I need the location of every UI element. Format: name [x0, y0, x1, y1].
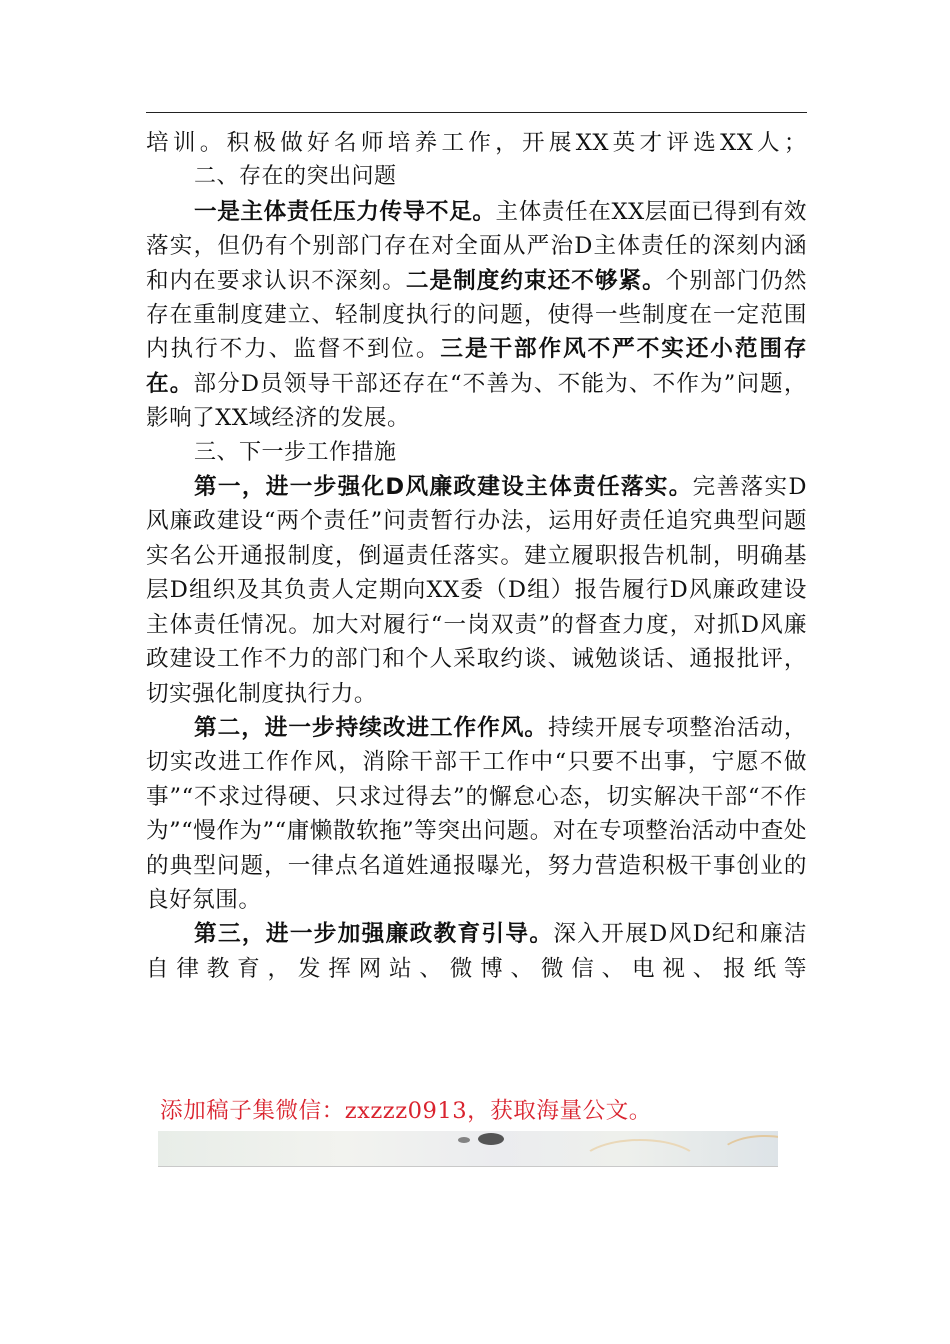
- section-heading-2: 二、存在的突出问题: [194, 164, 397, 190]
- paragraph-measure-1: [146, 470, 807, 711]
- header-rule: [146, 112, 807, 113]
- bold-point-1: 一是主体责任压力传导不足。: [194, 198, 496, 225]
- bold-measure-1: 第一，进一步强化D风廉政建设主体责任落实。: [194, 474, 693, 501]
- footer-promo-text: 添加稿子集微信：zxzzz0913，获取海量公文。: [160, 1098, 652, 1124]
- section-heading-3: 三、下一步工作措施: [194, 439, 397, 465]
- paragraph-measure-3: [146, 917, 807, 986]
- text-measure-2: 持续开展专项整治活动，切实改进工作作风，消除干部干工作中“只要不出事，宁愿不做事”“不求过得硬、只求过得去”的懈怠心态，切实解决干部“不作为”“慢作为”“庸懒散软拖”等突出问题。对在专项整治活动中查处的典型问题，一律点名道姓通报曝光，努力营造积极干事创业的良好氛围。: [146, 714, 808, 913]
- text-measure-1: 完善落实D风廉政建设“两个责任”问责暂行办法，运用好责任追究典型问题实名公开通报制度，倒逼责任落实。建立履职报告机制，明确基层D组织及其负责人定期向XX委（D组）报告履行D风廉政建设主体责任情况。加大对履行“一岗双责”的督查力度，对抓D风廉政建设工作不力的部门和个人采取约谈、诫勉谈话、通报批评，切实强化制度执行力。: [146, 474, 807, 707]
- text-point-3: 部分D员领导干部还存在“不善为、不能为、不作为”问题，影响了XX域经济的发展。: [146, 370, 808, 432]
- document-body: [146, 126, 807, 986]
- bold-point-2: 二是制度约束还不够紧。: [405, 267, 666, 294]
- decorative-banner-image: [158, 1131, 778, 1167]
- paragraph-continuation: 培训。积极做好名师培养工作，开展XX英才评选XX人；: [146, 130, 807, 156]
- bold-point-3: 三是干部作风不严不实还小范围存在。: [146, 336, 808, 397]
- text-point-2: 个别部门仍然存在重制度建立、轻制度执行的问题，使得一些制度在一定范围内执行不力、监督不到位。: [146, 267, 808, 363]
- bold-measure-2: 第二，进一步持续改进工作作风。: [194, 714, 548, 741]
- bold-measure-3: 第三，进一步加强廉政教育引导。: [194, 921, 554, 948]
- text-measure-3: 深入开展D风D纪和廉洁自律教育，发挥网站、微博、微信、电视、报纸等: [146, 921, 808, 982]
- paragraph-problems: [146, 195, 807, 436]
- text-point-1: 主体责任在XX层面已得到有效落实，但仍有个别部门存在对全面从严治D主体责任的深刻内涵和内在要求认识不深刻。: [146, 198, 808, 294]
- paragraph-measure-2: [146, 711, 807, 917]
